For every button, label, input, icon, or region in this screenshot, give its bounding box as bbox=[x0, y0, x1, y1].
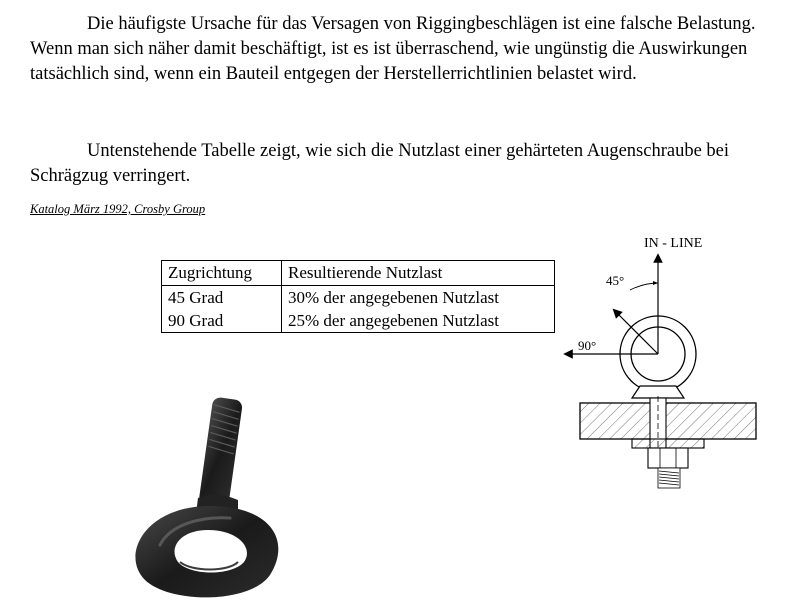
mounting-plate bbox=[580, 403, 756, 439]
table-intro-paragraph: Untenstehende Tabelle zeigt, wie sich die Nutzlast einer gehärteten Augenschraube bei Schrägzug verringert. bbox=[30, 141, 730, 186]
table-header-row bbox=[162, 261, 555, 286]
load-reduction-table bbox=[161, 260, 555, 333]
intro-paragraph: Die häufigste Ursache für das Versagen von Riggingbeschlägen ist eine falsche Belastung. Wenn man sich näher damit beschäftigt, ist es ist überraschend, wie ungünstig die Auswirkungen tatsächlich sind, wenn ein Bauteil entgegen der Herstellerrichtlinien belastet wird. bbox=[30, 14, 756, 84]
cell-load: 30% der angegebenen Nutzlast bbox=[282, 286, 555, 310]
cell-direction: 90 Grad bbox=[168, 311, 224, 330]
nut bbox=[648, 448, 688, 468]
table-row bbox=[162, 286, 555, 310]
header-direction: Zugrichtung bbox=[162, 261, 282, 286]
source-citation: Katalog März 1992, Crosby Group bbox=[30, 202, 206, 216]
table-row bbox=[162, 309, 555, 333]
label-90-degree: 90° bbox=[578, 338, 597, 353]
eye-bolt-angle-diagram bbox=[560, 228, 770, 498]
label-45-degree: 45° bbox=[606, 273, 625, 288]
eye-bolt-photo bbox=[120, 390, 300, 605]
washer bbox=[632, 439, 704, 448]
cell-load: 25% der angegebenen Nutzlast bbox=[282, 309, 555, 333]
cell-direction: 45 Grad bbox=[168, 288, 224, 307]
header-resulting-load: Resultierende Nutzlast bbox=[282, 261, 555, 286]
45-degree-arrow bbox=[616, 312, 658, 354]
label-in-line: IN - LINE bbox=[644, 236, 703, 251]
